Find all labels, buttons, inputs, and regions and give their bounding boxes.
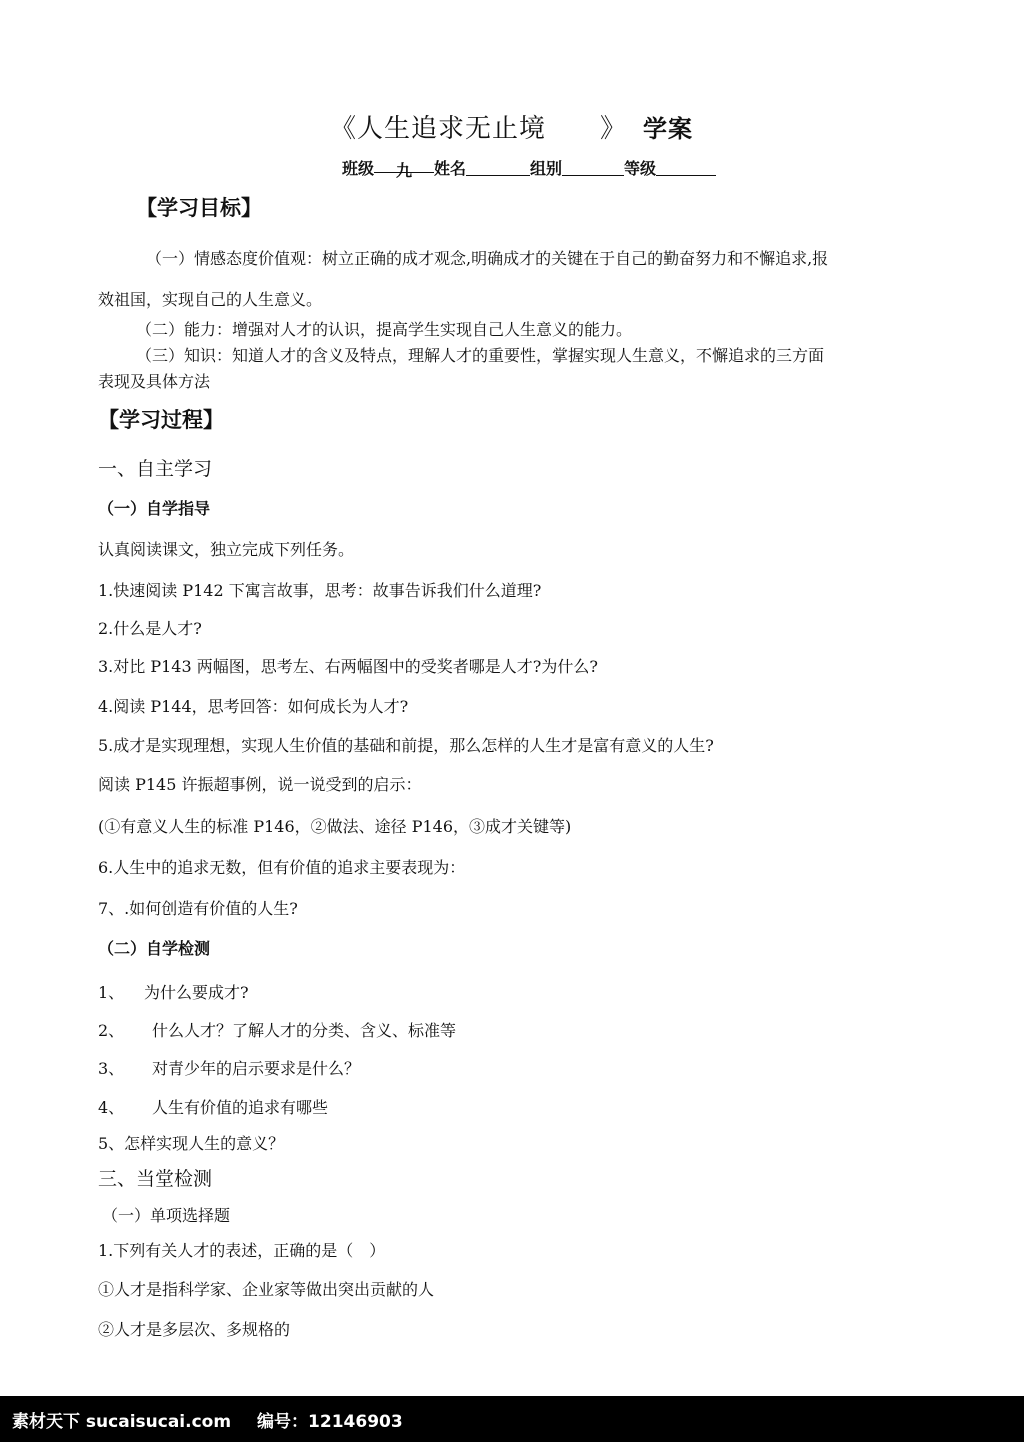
process-heading: 【学习过程】 bbox=[98, 408, 224, 432]
class-value: 九 bbox=[396, 161, 413, 180]
quiz-item: 1.下列有关人才的表述，正确的是（ ） bbox=[98, 1241, 386, 1260]
class-label: 班级 bbox=[342, 159, 375, 178]
class-field[interactable] bbox=[374, 158, 434, 180]
name-field[interactable] bbox=[466, 161, 530, 176]
check-text: 为什么要成才? bbox=[144, 983, 249, 1002]
section-classroom-test: 三、当堂检测 bbox=[98, 1168, 213, 1190]
check-number: 1、 bbox=[98, 983, 125, 1002]
check-number: 2、 bbox=[98, 1021, 125, 1040]
guide-item: 3.对比 P143 两幅图，思考左、右两幅图中的受奖者哪是人才?为什么? bbox=[98, 657, 598, 676]
group-label: 组别 bbox=[530, 159, 563, 178]
guide-item: 6.人生中的追求无数，但有价值的追求主要表现为： bbox=[98, 858, 466, 877]
quiz-heading: （一）单项选择题 bbox=[102, 1206, 231, 1225]
check-heading: （二）自学检测 bbox=[98, 939, 211, 958]
guide-item: 7、.如何创造有价值的人生? bbox=[98, 899, 298, 918]
goal-item: （二）能力：增强对人才的认识，提高学生实现自己人生意义的能力。 bbox=[136, 320, 633, 339]
grade-label: 等级 bbox=[624, 159, 657, 178]
watermark-id: 编号：12146903 bbox=[257, 1411, 403, 1432]
guide-item: 5.成才是实现理想，实现人生价值的基础和前提，那么怎样的人生才是富有意义的人生? bbox=[98, 736, 714, 755]
section-self-study: 一、自主学习 bbox=[98, 458, 213, 480]
guide-item: 2.什么是人才? bbox=[98, 619, 202, 638]
check-number: 4、 bbox=[98, 1098, 125, 1117]
check-item-1 bbox=[98, 980, 249, 1003]
student-info-line bbox=[342, 156, 716, 179]
guide-heading: （一）自学指导 bbox=[98, 499, 211, 518]
check-text: 5、怎样实现人生的意义？ bbox=[98, 1134, 285, 1153]
goals-heading: 【学习目标】 bbox=[136, 196, 262, 220]
check-text: 人生有价值的追求有哪些 bbox=[152, 1098, 329, 1117]
quiz-item: ②人才是多层次、多规格的 bbox=[98, 1320, 291, 1339]
goal-item: （一）情感态度价值观：树立正确的成才观念,明确成才的关键在于自己的勤奋努力和不懈追求,报 bbox=[146, 249, 829, 268]
check-item-4 bbox=[98, 1095, 328, 1118]
check-item-3 bbox=[98, 1056, 360, 1079]
watermark-bar bbox=[0, 1396, 1024, 1442]
check-text: 对青少年的启示要求是什么？ bbox=[152, 1059, 361, 1078]
grade-field[interactable] bbox=[656, 161, 716, 176]
title-suffix: 学案 bbox=[643, 115, 694, 143]
watermark-site: 素材天下 sucaisucai.com bbox=[12, 1411, 232, 1432]
check-item-5 bbox=[98, 1131, 284, 1154]
guide-item: (①有意义人生的标准 P146，②做法、途径 P146，③成才关键等) bbox=[98, 817, 572, 836]
group-field[interactable] bbox=[562, 161, 624, 176]
check-number: 3、 bbox=[98, 1059, 125, 1078]
guide-item: 1.快速阅读 P142 下寓言故事，思考：故事告诉我们什么道理? bbox=[98, 581, 542, 600]
name-label: 姓名 bbox=[434, 159, 467, 178]
check-item-2 bbox=[98, 1018, 456, 1041]
guide-item: 4.阅读 P144，思考回答：如何成长为人才? bbox=[98, 697, 409, 716]
goal-item: （三）知识：知道人才的含义及特点，理解人才的重要性，掌握实现人生意义，不懈追求的三方面 bbox=[136, 346, 825, 365]
guide-intro: 认真阅读课文，独立完成下列任务。 bbox=[98, 540, 355, 559]
title-text: 《人生追求无止境 》 bbox=[330, 114, 628, 144]
check-text: 什么人才？了解人才的分类、含义、标准等 bbox=[152, 1021, 457, 1040]
guide-item: 阅读 P145 许振超事例，说一说受到的启示： bbox=[98, 775, 422, 794]
page-title bbox=[330, 108, 693, 145]
quiz-item: ①人才是指科学家、企业家等做出突出贡献的人 bbox=[98, 1280, 435, 1299]
goal-item: 效祖国，实现自己的人生意义。 bbox=[98, 290, 323, 309]
goal-item: 表现及具体方法 bbox=[98, 372, 211, 391]
